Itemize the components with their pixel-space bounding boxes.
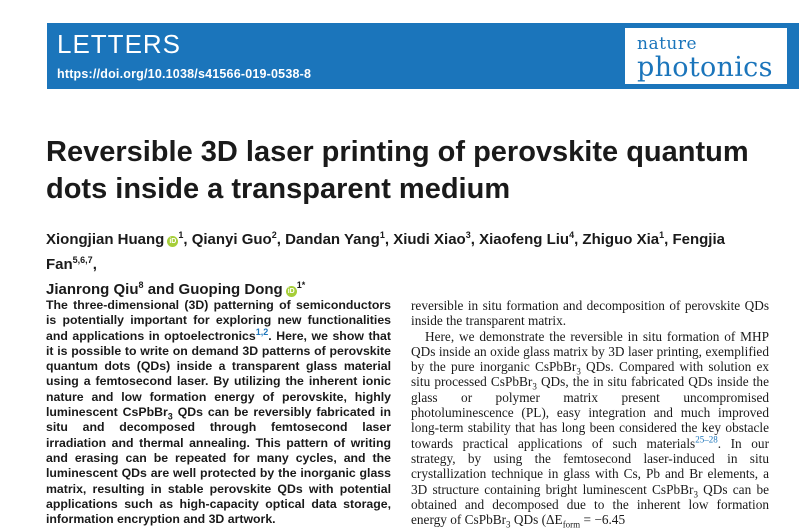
subscript: 3 (532, 382, 537, 393)
citation-ref[interactable]: 25–28 (695, 434, 718, 445)
affiliation-sup: 1 (659, 230, 665, 240)
journal-logo-line1: nature (637, 34, 698, 54)
abstract-text: The three-dimensional (3D) patterning of semiconductors is potentially important for exploring new functionalities and applications in optoelectronics (46, 298, 391, 343)
body-text: QDs, the in situ fabricated QDs inside the glass or polymer matrix present uncompromised photoluminescence (PL), easy integration and much improved long-term stability that has long been considered the key obstacle towards practical applications of such materials (411, 374, 769, 451)
author-name[interactable]: Zhiguo Xia (582, 231, 660, 248)
affiliation-sup: 5,6,7 (72, 255, 93, 265)
affiliation-sup: 1 (379, 230, 385, 240)
subscript: 3 (167, 411, 173, 422)
doi-link[interactable]: https://doi.org/10.1038/s41566-019-0538-8 (57, 67, 312, 81)
affiliation-sup: 2 (271, 230, 277, 240)
author-name[interactable]: Qianyi Guo (191, 231, 272, 248)
orcid-icon[interactable]: iD (169, 238, 177, 245)
body-text: QDs can be obtained and decomposed due to the inherent low formation energy of CsPbBr (411, 481, 769, 528)
body-text: Here, we demonstrate the reversible in situ formation of MHP QDs inside an oxide glass matrix by 3D laser printing, exemplified by the pure inorganic CsPbBr (411, 328, 769, 375)
body-text: = −6.45 (580, 512, 626, 528)
journal-header (47, 23, 799, 89)
affiliation-sup: 4 (569, 230, 575, 240)
orcid-icon[interactable]: iD (287, 288, 295, 295)
subscript: 3 (693, 489, 698, 500)
article-title: Reversible 3D laser printing of perovskite quantum dots inside a transparent medium (46, 136, 749, 205)
author-list: Xiongjian Huang $iD^1$, Qianyi Guo$^2$, Dandan Yang$^1$, Xiudi Xiao$^3$, Xiaofeng Liu$^4$, Zhiguo Xia$^1$, Fengjia Fan$^{5,6,7}$, Jianrong Qiu$^8$ and Guoping Dong $iD^{1*}$ (46, 230, 725, 298)
author-name[interactable]: Jianrong Qiu (46, 281, 139, 298)
citation-ref[interactable]: 1,2 (255, 326, 269, 337)
affiliation-sup: 8 (138, 280, 144, 290)
abstract-text: QDs can be reversibly fabricated in situ and decomposed through femtosecond laser irradiation and thermal annealing. This pattern of writing and erasing can be repeated for many cycles, and the luminescent QDs are well protected by the inorganic glass matrix, resulting in stable perovskite QDs with potential applications such as high-capacity optical data storage, information encryption and 3D artwork. (46, 405, 391, 527)
affiliation-sup: 1* (296, 280, 306, 290)
affiliation-sup: 1 (178, 230, 184, 240)
author-name[interactable]: Guoping Dong (178, 281, 283, 298)
affiliation-sup: 3 (465, 230, 471, 240)
journal-logo (625, 28, 787, 84)
author-name[interactable]: Fengjia Fan (46, 231, 725, 273)
subscript: 3 (576, 366, 581, 377)
author-name[interactable]: Dandan Yang (285, 231, 380, 248)
journal-logo-line2: photonics (637, 52, 773, 83)
body-text: QDs. Compared with solution ex situ processed CsPbBr (411, 359, 769, 390)
body-text: . In our strategy, by using the femtosecond laser-induced in situ crystallization technique in glass with Cs, Pb and Br elements, a 3D structure containing bright luminescent CsPbBr (411, 435, 770, 497)
author-name[interactable]: Xiongjian Huang (46, 231, 165, 248)
author-name[interactable]: Xiudi Xiao (393, 231, 466, 248)
abstract-text: . Here, we show that it is possible to write on demand 3D patterns of perovskite quantum dots (QDs) inside a transparent glass material using a femtosecond laser. By utilizing the inherent ionic nature and low formation energy of perovskite, highly luminescent CsPbBr (46, 328, 391, 420)
body-paragraph (411, 329, 769, 528)
author-name[interactable]: Xiaofeng Liu (479, 231, 570, 248)
body-paragraph: reversible in situ formation and decomposition of perovskite QDs inside the transparent matrix. (411, 298, 769, 329)
section-label: LETTERS (57, 29, 182, 59)
subscript: 3 (506, 519, 511, 530)
body-text: QDs (ΔE (510, 512, 563, 528)
abstract (46, 298, 391, 527)
subscript: form (562, 519, 581, 530)
body-column (411, 298, 770, 530)
